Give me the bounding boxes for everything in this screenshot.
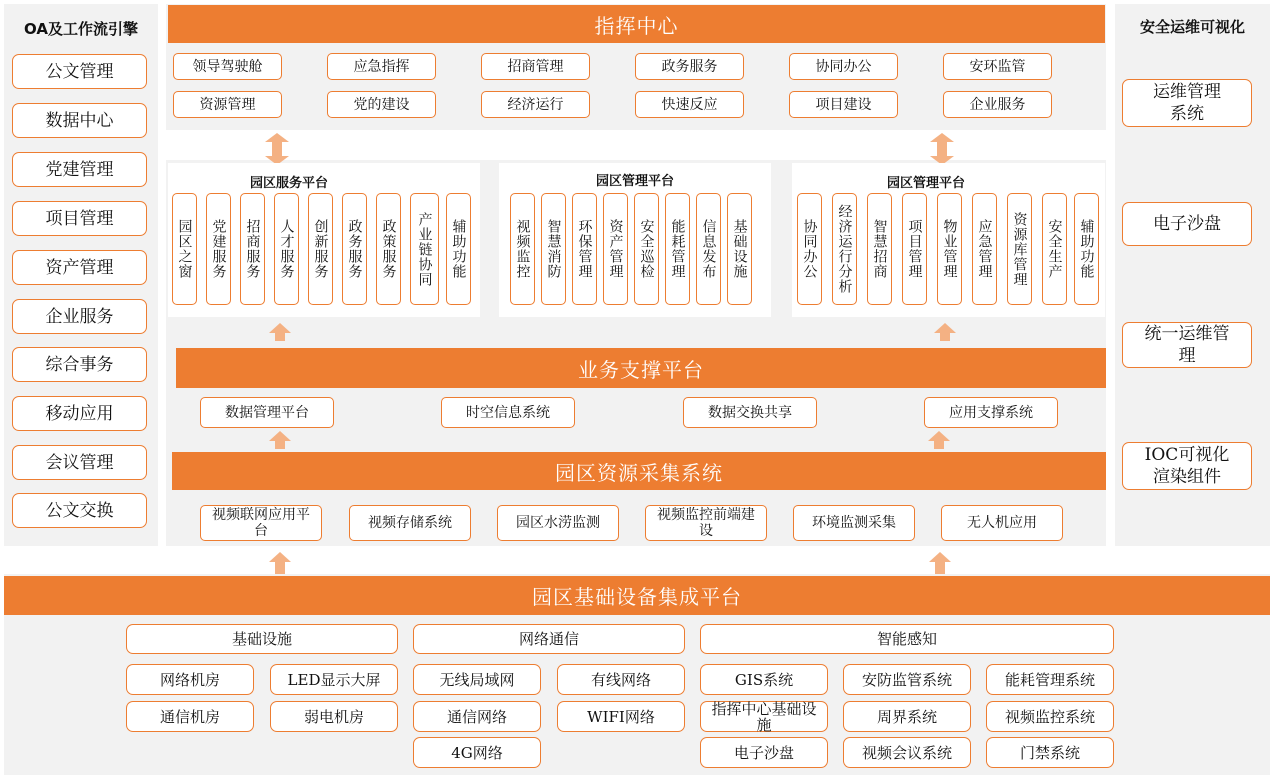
- left-item-9: 公文交换: [12, 493, 147, 528]
- infra-item: 安防监管系统: [843, 664, 971, 695]
- service-item: 创新服务: [308, 193, 333, 305]
- service-item: 政策服务: [376, 193, 401, 305]
- command-item: 协同办公: [789, 53, 898, 80]
- left-item-7: 移动应用: [12, 396, 147, 431]
- command-item: 安环监管: [943, 53, 1052, 80]
- infra-item: 弱电机房: [270, 701, 398, 732]
- infra-item: 网络机房: [126, 664, 254, 695]
- command-item: 党的建设: [327, 91, 436, 118]
- service-item: 人才服务: [274, 193, 299, 305]
- left-item-2: 党建管理: [12, 152, 147, 187]
- command-item: 快速反应: [635, 91, 744, 118]
- mgmt-platform-b-title: 园区管理平台: [886, 176, 965, 191]
- left-item-6: 综合事务: [12, 347, 147, 382]
- mgmt-b-item: 应急管理: [972, 193, 997, 305]
- collect-item: 园区水涝监测: [497, 505, 619, 541]
- command-center-bar: 指挥中心: [168, 5, 1105, 43]
- infra-item: LED显示大屏: [270, 664, 398, 695]
- left-item-0: 公文管理: [12, 54, 147, 89]
- mgmt-b-item: 安全生产: [1042, 193, 1067, 305]
- command-item: 经济运行: [481, 91, 590, 118]
- left-item-8: 会议管理: [12, 445, 147, 480]
- up-arrow-icon: [269, 431, 291, 449]
- mgmt-b-item: 项目管理: [902, 193, 927, 305]
- mgmt-b-item: 智慧招商: [867, 193, 892, 305]
- double-arrow-icon: [265, 133, 289, 165]
- mgmt-a-item: 智慧消防: [541, 193, 566, 305]
- mgmt-b-item: 辅助功能: [1074, 193, 1099, 305]
- left-item-5: 企业服务: [12, 299, 147, 334]
- collect-item: 视频联网应用平台: [200, 505, 322, 541]
- mgmt-b-item: 经济运行分析: [832, 193, 857, 305]
- infra-item: 视频会议系统: [843, 737, 971, 768]
- left-item-4: 资产管理: [12, 250, 147, 285]
- service-item: 园区之窗: [172, 193, 197, 305]
- mgmt-a-item: 环保管理: [572, 193, 597, 305]
- service-item: 产业链协同: [410, 193, 439, 305]
- command-item: 政务服务: [635, 53, 744, 80]
- service-item: 辅助功能: [446, 193, 471, 305]
- left-panel-title: OA及工作流引擎: [24, 20, 138, 38]
- infra-item: 能耗管理系统: [986, 664, 1114, 695]
- support-item: 数据管理平台: [200, 397, 334, 428]
- gap-strip: [166, 130, 1106, 160]
- service-item: 政务服务: [342, 193, 367, 305]
- infra-item: 通信机房: [126, 701, 254, 732]
- command-item: 招商管理: [481, 53, 590, 80]
- up-arrow-icon: [934, 323, 956, 341]
- collect-item: 视频存储系统: [349, 505, 471, 541]
- command-item: 领导驾驶舱: [173, 53, 282, 80]
- up-arrow-icon: [269, 323, 291, 341]
- mgmt-b-item: 资源库管理: [1007, 193, 1032, 305]
- infra-item: 4G网络: [413, 737, 541, 768]
- infra-item: WIFI网络: [557, 701, 685, 732]
- up-arrow-icon: [928, 431, 950, 449]
- infra-item: 无线局域网: [413, 664, 541, 695]
- service-item: 招商服务: [240, 193, 265, 305]
- right-panel-title: 安全运维可视化: [1139, 18, 1245, 36]
- collect-item: 无人机应用: [941, 505, 1063, 541]
- infra-item: 周界系统: [843, 701, 971, 732]
- command-item: 应急指挥: [327, 53, 436, 80]
- mgmt-a-item: 安全巡检: [634, 193, 659, 305]
- mgmt-a-item: 能耗管理: [665, 193, 690, 305]
- command-item: 企业服务: [943, 91, 1052, 118]
- infra-item: 有线网络: [557, 664, 685, 695]
- infra-group-title: 基础设施: [126, 624, 398, 654]
- right-item-3: IOC可视化渲染组件: [1122, 442, 1252, 490]
- infra-item: 通信网络: [413, 701, 541, 732]
- infra-item: 指挥中心基础设施: [700, 701, 828, 732]
- support-item: 时空信息系统: [441, 397, 575, 428]
- right-item-0: 运维管理系统: [1122, 79, 1252, 127]
- mgmt-platform-a-title: 园区管理平台: [595, 174, 674, 189]
- service-platform-title: 园区服务平台: [249, 176, 328, 191]
- up-arrow-icon: [269, 552, 291, 574]
- mgmt-a-item: 信息发布: [696, 193, 721, 305]
- command-item: 项目建设: [789, 91, 898, 118]
- left-item-1: 数据中心: [12, 103, 147, 138]
- command-item: 资源管理: [173, 91, 282, 118]
- infra-group-title: 网络通信: [413, 624, 685, 654]
- mgmt-b-item: 物业管理: [937, 193, 962, 305]
- collect-item: 视频监控前端建设: [645, 505, 767, 541]
- collect-system-bar: 园区资源采集系统: [172, 452, 1106, 490]
- infra-group-title: 智能感知: [700, 624, 1114, 654]
- mgmt-b-item: 协同办公: [797, 193, 822, 305]
- infra-item: 门禁系统: [986, 737, 1114, 768]
- right-item-2: 统一运维管理: [1122, 322, 1252, 368]
- infra-item: 电子沙盘: [700, 737, 828, 768]
- service-item: 党建服务: [206, 193, 231, 305]
- support-platform-bar: 业务支撑平台: [176, 348, 1106, 388]
- right-item-1: 电子沙盘: [1122, 202, 1252, 246]
- collect-item: 环境监测采集: [793, 505, 915, 541]
- infra-platform-bar: 园区基础设备集成平台: [4, 576, 1270, 615]
- support-item: 数据交换共享: [683, 397, 817, 428]
- support-item: 应用支撑系统: [924, 397, 1058, 428]
- double-arrow-icon: [930, 133, 954, 165]
- up-arrow-icon: [929, 552, 951, 574]
- mgmt-a-item: 资产管理: [603, 193, 628, 305]
- mgmt-a-item: 基础设施: [727, 193, 752, 305]
- infra-item: 视频监控系统: [986, 701, 1114, 732]
- left-item-3: 项目管理: [12, 201, 147, 236]
- infra-item: GIS系统: [700, 664, 828, 695]
- mgmt-a-item: 视频监控: [510, 193, 535, 305]
